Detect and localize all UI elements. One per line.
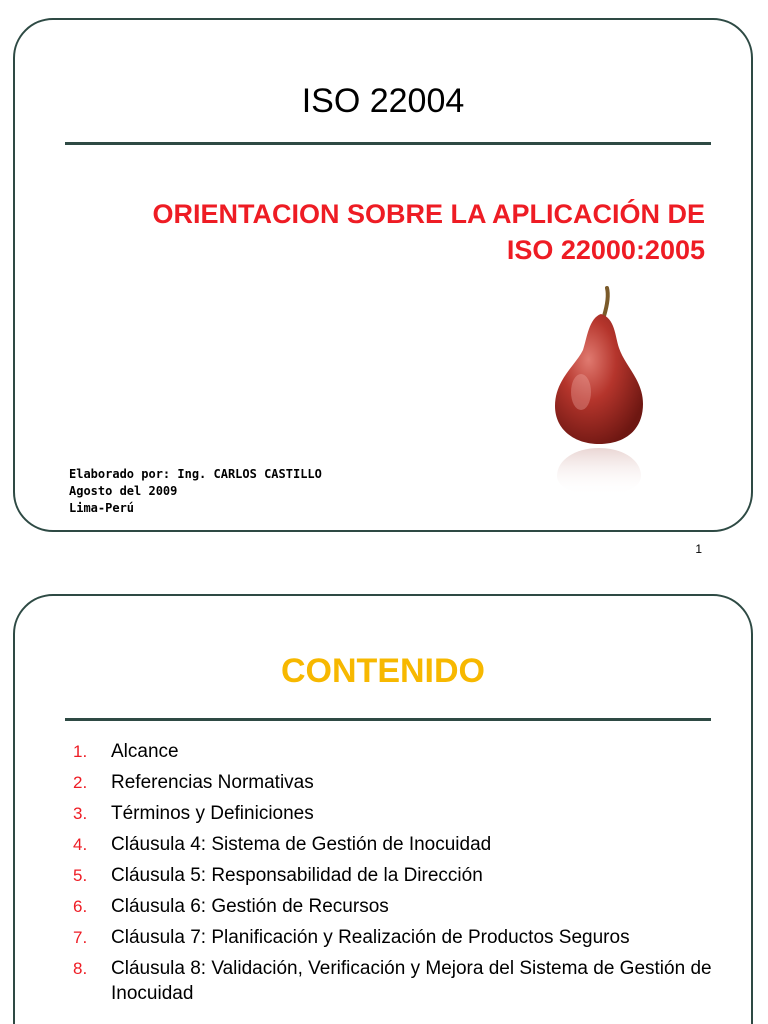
list-item-text: Cláusula 7: Planificación y Realización de Productos Seguros bbox=[111, 927, 630, 948]
page-number: 1 bbox=[695, 542, 702, 556]
list-item-text: Cláusula 4: Sistema de Gestión de Inocuidad bbox=[111, 834, 492, 855]
list-item-number: 6. bbox=[73, 897, 88, 916]
slide-2 bbox=[13, 594, 753, 1024]
contents-list bbox=[73, 739, 733, 1012]
list-item-number: 8. bbox=[73, 959, 88, 978]
credits-block bbox=[69, 466, 322, 517]
slide-1-title: ISO 22004 bbox=[301, 82, 465, 120]
list-item bbox=[73, 956, 733, 1006]
list-item-number: 7. bbox=[73, 928, 88, 947]
place-line: Lima-Perú bbox=[69, 501, 135, 515]
slide-1 bbox=[13, 18, 753, 532]
title-divider bbox=[65, 142, 711, 145]
subtitle-line-2: ISO 22000:2005 bbox=[506, 235, 705, 265]
list-item bbox=[73, 801, 733, 826]
subtitle-line-1: ORIENTACION SOBRE LA APLICACIÓN DE bbox=[152, 199, 705, 229]
list-item bbox=[73, 739, 733, 764]
title-divider bbox=[65, 718, 711, 721]
list-item-number: 2. bbox=[73, 773, 88, 792]
list-item-number: 1. bbox=[73, 742, 88, 761]
list-item-text: Alcance bbox=[111, 741, 179, 762]
list-item bbox=[73, 863, 733, 888]
list-item-text: Cláusula 5: Responsabilidad de la Dirección bbox=[111, 865, 483, 886]
list-item-text: Referencias Normativas bbox=[111, 772, 314, 793]
list-item bbox=[73, 925, 733, 950]
list-item-number: 3. bbox=[73, 804, 88, 823]
list-item bbox=[73, 894, 733, 919]
list-item bbox=[73, 832, 733, 857]
slide-2-title: CONTENIDO bbox=[281, 652, 485, 690]
list-item-text: Términos y Definiciones bbox=[111, 803, 314, 824]
list-item-text: Cláusula 6: Gestión de Recursos bbox=[111, 896, 389, 917]
list-item-number: 4. bbox=[73, 835, 88, 854]
author-line: Elaborado por: Ing. CARLOS CASTILLO bbox=[69, 467, 322, 481]
pear-icon bbox=[549, 284, 649, 496]
list-item-text: Cláusula 8: Validación, Verificación y Mejora del Sistema de Gestión de Inocuidad bbox=[111, 958, 712, 1004]
list-item-number: 5. bbox=[73, 866, 88, 885]
list-item bbox=[73, 770, 733, 795]
date-line: Agosto del 2009 bbox=[69, 484, 178, 498]
slide-1-subtitle bbox=[65, 196, 705, 268]
